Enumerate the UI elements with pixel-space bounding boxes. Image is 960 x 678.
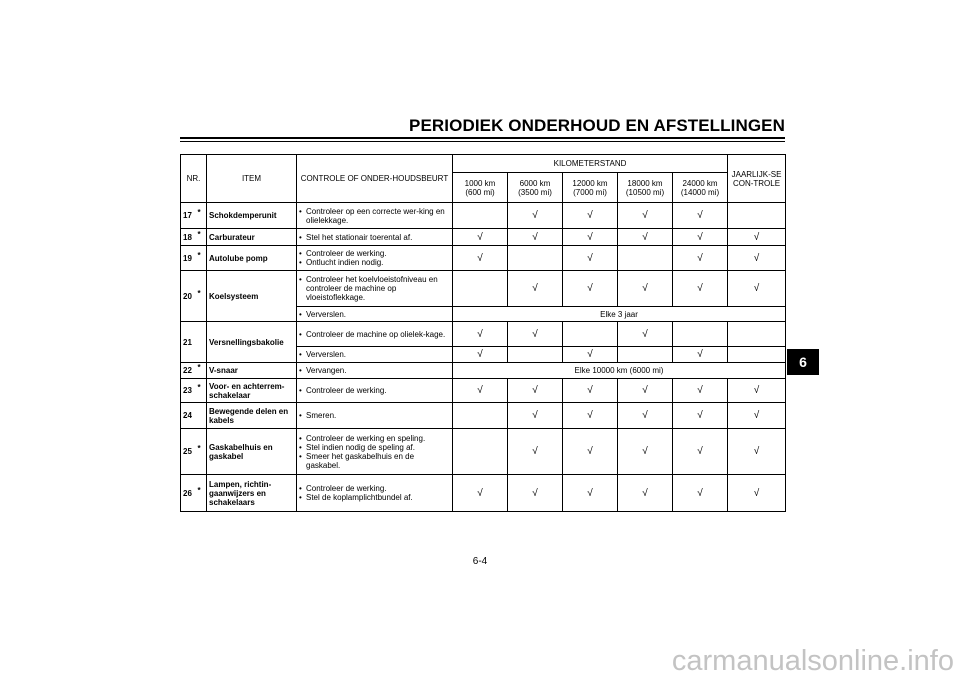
item-name: V-snaar [207,363,297,379]
title-rule [180,137,785,139]
check-cell: √ [673,347,728,363]
control-text: • Controleer de werking. • Ontlucht indien nodig. [297,246,453,271]
check-cell: √ [728,429,786,475]
check-cell: √ [508,322,563,347]
check-cell: √ [508,229,563,246]
check-cell: √ [453,379,508,403]
header-nr: NR. [181,155,207,203]
row-number: 22 [181,363,198,379]
check-cell: √ [453,246,508,271]
check-cell: √ [728,475,786,512]
star-marker: * [198,429,207,475]
check-cell [508,347,563,363]
row-number: 24 [181,403,198,429]
check-cell: √ [673,229,728,246]
check-cell: √ [508,379,563,403]
star-marker: * [198,246,207,271]
check-cell: √ [563,403,618,429]
table-row [181,203,786,229]
check-cell: √ [673,379,728,403]
control-text: • Controleer op een correcte wer-king en olielekkage. [297,203,453,229]
check-cell [728,322,786,347]
star-marker: * [198,363,207,379]
table-row [181,246,786,271]
check-cell: √ [508,403,563,429]
row-number: 25 [181,429,198,475]
star-marker: * [198,379,207,403]
check-cell: √ [673,203,728,229]
check-cell: √ [563,246,618,271]
check-cell: √ [453,229,508,246]
item-name: Voor- en achterrem-schakelaar [207,379,297,403]
row-number: 19 [181,246,198,271]
check-cell: √ [673,271,728,307]
header-item: ITEM [207,155,297,203]
maintenance-table [180,154,786,512]
check-cell: √ [563,347,618,363]
check-cell [563,322,618,347]
check-cell: √ [618,475,673,512]
table-row [181,229,786,246]
check-cell: √ [618,203,673,229]
header-annual-check: JAARLIJK-SE CON-TROLE [728,155,786,203]
check-cell: √ [728,271,786,307]
control-text: • Controleer de machine op olielek-kage. [297,322,453,347]
check-cell [618,246,673,271]
table-row [181,403,786,429]
interval-text: Elke 10000 km (6000 mi) [453,363,786,379]
control-text: • Smeren. [297,403,453,429]
check-cell: √ [618,429,673,475]
star-marker: * [198,271,207,322]
control-text: • Controleer het koelvloeistofniveau en controleer de machine op vloeistoflekkage. [297,271,453,307]
table-row [181,271,786,307]
check-cell: √ [508,203,563,229]
table-row [181,363,786,379]
check-cell: √ [673,475,728,512]
table-row [181,475,786,512]
check-cell: √ [673,403,728,429]
item-name: Schokdemperunit [207,203,297,229]
control-text: • Vervangen. [297,363,453,379]
check-cell: √ [728,229,786,246]
item-name: Bewegende delen en kabels [207,403,297,429]
check-cell: √ [673,429,728,475]
control-text: • Ververslen. [297,307,453,322]
check-cell: √ [563,229,618,246]
row-number: 18 [181,229,198,246]
row-number: 20 [181,271,198,322]
check-cell [673,322,728,347]
header-km-5: 24000 km (14000 mi) [673,173,728,203]
item-name: Autolube pomp [207,246,297,271]
check-cell [453,203,508,229]
check-cell: √ [728,246,786,271]
table-row [181,429,786,475]
row-number: 23 [181,379,198,403]
check-cell: √ [563,475,618,512]
item-name: Gaskabelhuis en gaskabel [207,429,297,475]
check-cell: √ [728,379,786,403]
star-marker [198,403,207,429]
check-cell: √ [453,475,508,512]
check-cell: √ [508,429,563,475]
check-cell: √ [563,379,618,403]
control-text: • Controleer de werking. • Stel de koplamplichtbundel af. [297,475,453,512]
row-number: 26 [181,475,198,512]
check-cell: √ [563,429,618,475]
chapter-tab: 6 [787,349,819,375]
item-name: Versnellingsbakolie [207,322,297,363]
page-number: 6-4 [472,556,488,567]
check-cell [508,246,563,271]
row-number: 17 [181,203,198,229]
control-text: • Controleer de werking. [297,379,453,403]
item-name: Koelsysteem [207,271,297,322]
row-number: 21 [181,322,198,363]
check-cell: √ [618,229,673,246]
check-cell: √ [618,271,673,307]
title-rule-thin [180,141,785,142]
check-cell: √ [618,322,673,347]
check-cell: √ [563,203,618,229]
item-name: Carburateur [207,229,297,246]
star-marker: * [198,475,207,512]
header-kilometerstand: KILOMETERSTAND [453,155,728,173]
check-cell: √ [563,271,618,307]
page-title: PERIODIEK ONDERHOUD EN AFSTELLINGEN [409,116,785,135]
check-cell [453,271,508,307]
check-cell: √ [508,475,563,512]
check-cell [453,403,508,429]
control-text: • Ververslen. [297,347,453,363]
header-km-3: 12000 km (7000 mi) [563,173,618,203]
check-cell: √ [618,403,673,429]
table-row [181,322,786,347]
interval-text: Elke 3 jaar [453,307,786,322]
check-cell: √ [508,271,563,307]
control-text: • Stel het stationair toerental af. [297,229,453,246]
header-km-2: 6000 km (3500 mi) [508,173,563,203]
table-row [181,379,786,403]
check-cell [453,429,508,475]
check-cell: √ [728,403,786,429]
check-cell: √ [618,379,673,403]
star-marker [198,322,207,363]
header-km-4: 18000 km (10500 mi) [618,173,673,203]
check-cell: √ [453,322,508,347]
star-marker: * [198,203,207,229]
header-row-1 [181,155,786,173]
check-cell: √ [453,347,508,363]
header-control: CONTROLE OF ONDER-HOUDSBEURT [297,155,453,203]
check-cell [728,203,786,229]
check-cell [728,347,786,363]
star-marker: * [198,229,207,246]
control-text: • Controleer de werking en speling. • Stel indien nodig de speling af. • Smeer het gaskabelhuis en de gaskabel. [297,429,453,475]
watermark: carmanualsonline.info [671,645,954,677]
check-cell [618,347,673,363]
check-cell: √ [673,246,728,271]
item-name: Lampen, richtin-gaanwijzers en schakelaars [207,475,297,512]
header-km-1: 1000 km (600 mi) [453,173,508,203]
